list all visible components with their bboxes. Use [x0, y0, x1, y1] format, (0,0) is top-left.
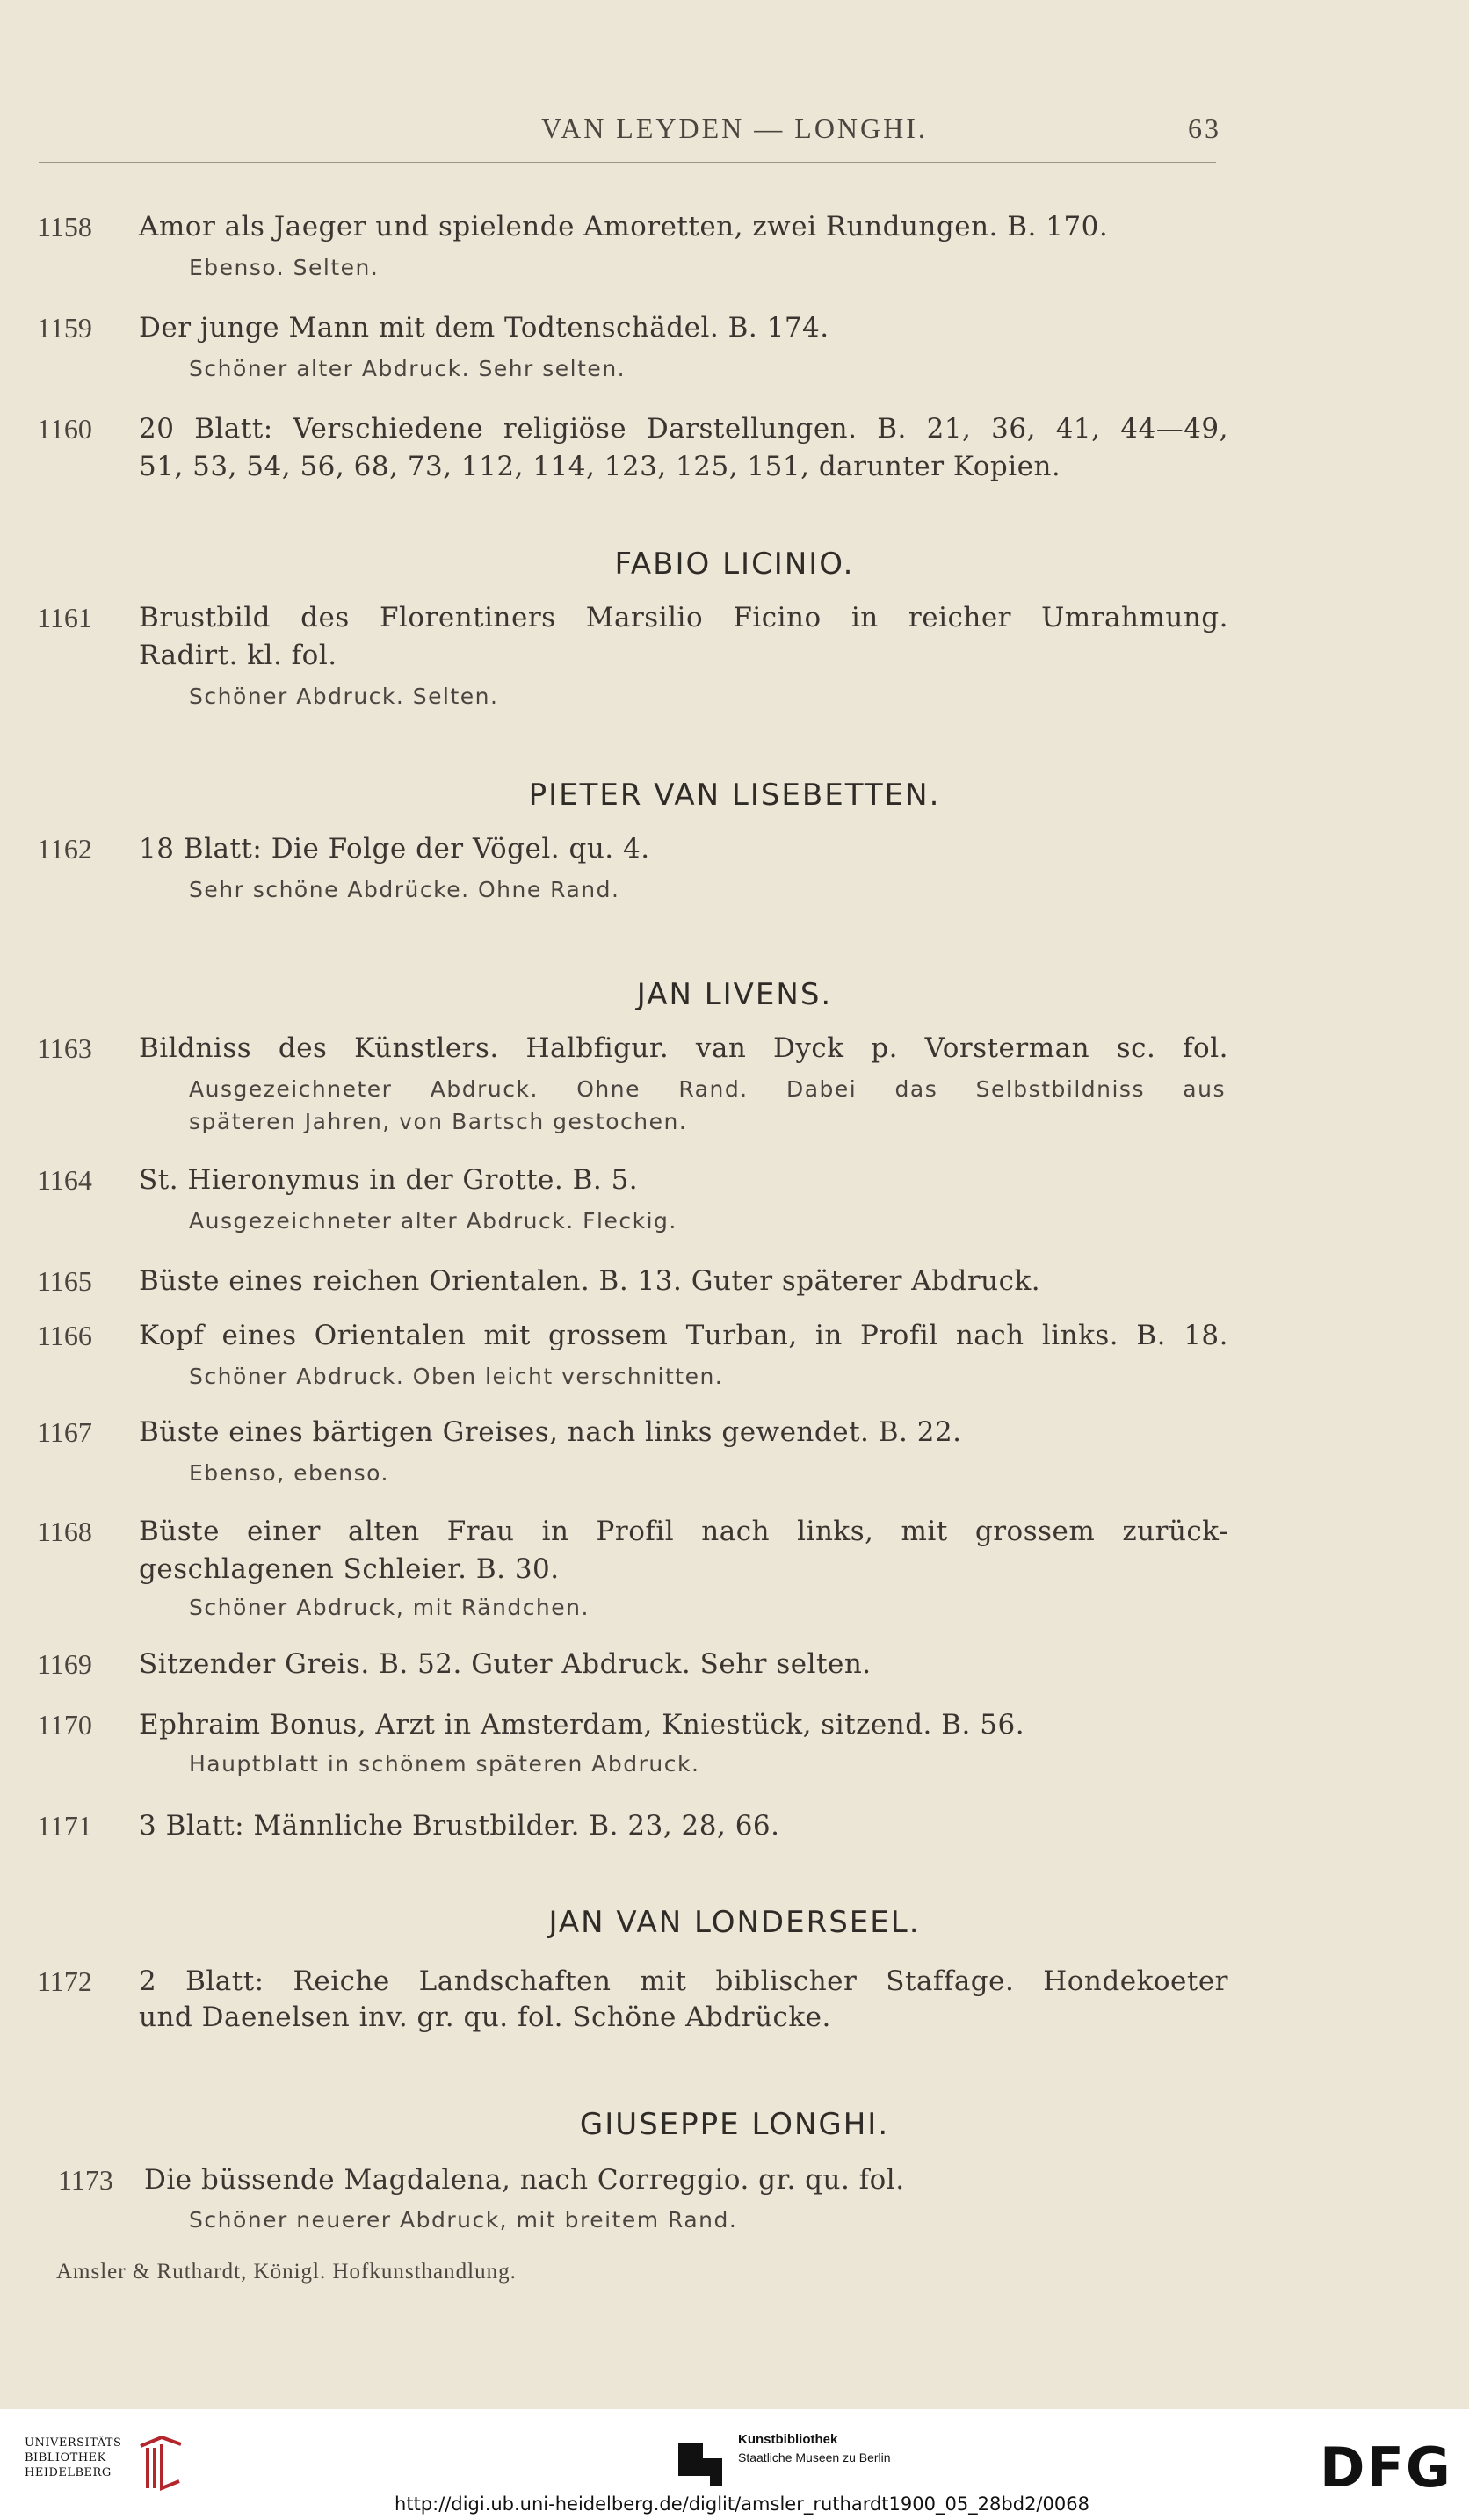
- entry-text: Radirt. kl. fol.: [139, 640, 337, 671]
- source-url-link[interactable]: http://digi.ub.uni-heidelberg.de/diglit/amsler_ruthardt1900_05_28bd2/0068: [395, 2494, 1089, 2515]
- entry-number: 1167: [37, 1416, 92, 1448]
- entry-text: Sitzender Greis. B. 52. Guter Abdruck. Sehr selten.: [139, 1648, 872, 1680]
- artist-heading: JAN LIVENS.: [636, 977, 833, 1012]
- entry-number: 1170: [37, 1709, 92, 1741]
- entry-note: Hauptblatt in schönem späteren Abdruck.: [189, 1751, 700, 1777]
- heidelberg-library-emblem-icon: [23, 2430, 190, 2492]
- entry-text: Bildniss des Künstlers. Halbfigur. van Dyck p. Vorsterman sc. fol.: [139, 1032, 1228, 1064]
- entry-text: 20 Blatt: Verschiedene religiöse Darstellungen. B. 21, 36, 41, 44—49,: [139, 413, 1228, 445]
- entry-number: 1164: [37, 1164, 92, 1196]
- entry-number: 1159: [37, 312, 92, 344]
- artist-heading: PIETER VAN LISEBETTEN.: [528, 778, 941, 813]
- artist-heading: JAN VAN LONDERSEEL.: [548, 1905, 921, 1940]
- artist-heading: FABIO LICINIO.: [614, 547, 855, 582]
- kunstbibliothek-label: [738, 2432, 891, 2465]
- entry-note: Schöner Abdruck, mit Rändchen.: [189, 1595, 590, 1620]
- entry-text: Amor als Jaeger und spielende Amoretten, zwei Rundungen. B. 170.: [139, 211, 1109, 242]
- page-number: 63: [1188, 112, 1221, 144]
- entry-text: Der junge Mann mit dem Todtenschädel. B. 174.: [139, 312, 829, 344]
- entry-number: 1168: [37, 1516, 92, 1547]
- publisher-imprint: Amsler & Ruthardt, Königl. Hofkunsthandlung.: [56, 2260, 517, 2284]
- entry-note: Schöner Abdruck. Oben leicht verschnitten.: [189, 1364, 724, 1389]
- entry-number: 1172: [37, 1965, 92, 1997]
- kunstbibliothek-logo-icon: [677, 2434, 729, 2486]
- entry-number: 1169: [37, 1648, 92, 1680]
- entry-text: 2 Blatt: Reiche Landschaften mit biblischer Staffage. Hondekoeter: [139, 1965, 1228, 1997]
- entry-note: Schöner alter Abdruck. Sehr selten.: [189, 356, 626, 381]
- entry-text: Ephraim Bonus, Arzt in Amsterdam, Kniestück, sitzend. B. 56.: [139, 1709, 1025, 1741]
- entry-note: Sehr schöne Abdrücke. Ohne Rand.: [189, 877, 620, 902]
- entry-number: 1173: [58, 2164, 113, 2196]
- entry-number: 1162: [37, 833, 92, 865]
- entry-number: 1166: [37, 1320, 92, 1351]
- entry-note: Schöner Abdruck. Selten.: [189, 684, 499, 709]
- entry-number: 1160: [37, 413, 92, 445]
- entry-text: 3 Blatt: Männliche Brustbilder. B. 23, 28, 66.: [139, 1810, 780, 1842]
- dfg-logo: DFG: [1320, 2436, 1452, 2500]
- entry-number: 1161: [37, 602, 92, 633]
- entry-text: und Daenelsen inv. gr. qu. fol. Schöne Abdrücke.: [139, 2001, 831, 2033]
- library-line: UNIVERSITÄTS-: [25, 2436, 127, 2450]
- entry-number: 1165: [37, 1265, 92, 1297]
- entry-note: Ebenso. Selten.: [189, 255, 380, 280]
- entry-note: Ebenso, ebenso.: [189, 1460, 389, 1486]
- entry-text: geschlagenen Schleier. B. 30.: [139, 1553, 560, 1585]
- entry-note: späteren Jahren, von Bartsch gestochen.: [189, 1109, 688, 1134]
- digitization-footer: [0, 2409, 1484, 2519]
- artist-heading: GIUSEPPE LONGHI.: [579, 2107, 890, 2142]
- entry-text: St. Hieronymus in der Grotte. B. 5.: [139, 1164, 639, 1196]
- entry-text: Büste eines reichen Orientalen. B. 13. Guter späterer Abdruck.: [139, 1265, 1041, 1297]
- entry-text: Büste einer alten Frau in Profil nach links, mit grossem zurück-: [139, 1516, 1228, 1547]
- entry-text: Brustbild des Florentiners Marsilio Ficino in reicher Umrahmung.: [139, 602, 1228, 633]
- entry-text: Die büssende Magdalena, nach Correggio. gr. qu. fol.: [144, 2164, 905, 2196]
- entry-note: Ausgezeichneter Abdruck. Ohne Rand. Dabei das Selbstbildniss aus: [189, 1076, 1226, 1102]
- kb-subtitle: Staatliche Museen zu Berlin: [738, 2450, 891, 2465]
- running-title: VAN LEYDEN — LONGHI.: [541, 112, 928, 144]
- entry-text: 18 Blatt: Die Folge der Vögel. qu. 4.: [139, 833, 650, 865]
- entry-number: 1158: [37, 211, 92, 242]
- library-line: BIBLIOTHEK: [25, 2451, 106, 2465]
- header-rule: [39, 162, 1216, 163]
- entry-text: Büste eines bärtigen Greises, nach links gewendet. B. 22.: [139, 1416, 962, 1448]
- entry-number: 1163: [37, 1032, 92, 1064]
- entry-text: 51, 53, 54, 56, 68, 73, 112, 114, 123, 125, 151, darunter Kopien.: [139, 451, 1061, 482]
- entry-text: Kopf eines Orientalen mit grossem Turban, in Profil nach links. B. 18.: [139, 1320, 1228, 1351]
- kb-title: Kunstbibliothek: [738, 2432, 838, 2447]
- entry-note: Schöner neuerer Abdruck, mit breitem Rand.: [189, 2207, 738, 2233]
- library-line: HEIDELBERG: [25, 2466, 112, 2479]
- entry-number: 1171: [37, 1810, 92, 1842]
- entry-note: Ausgezeichneter alter Abdruck. Fleckig.: [189, 1208, 677, 1234]
